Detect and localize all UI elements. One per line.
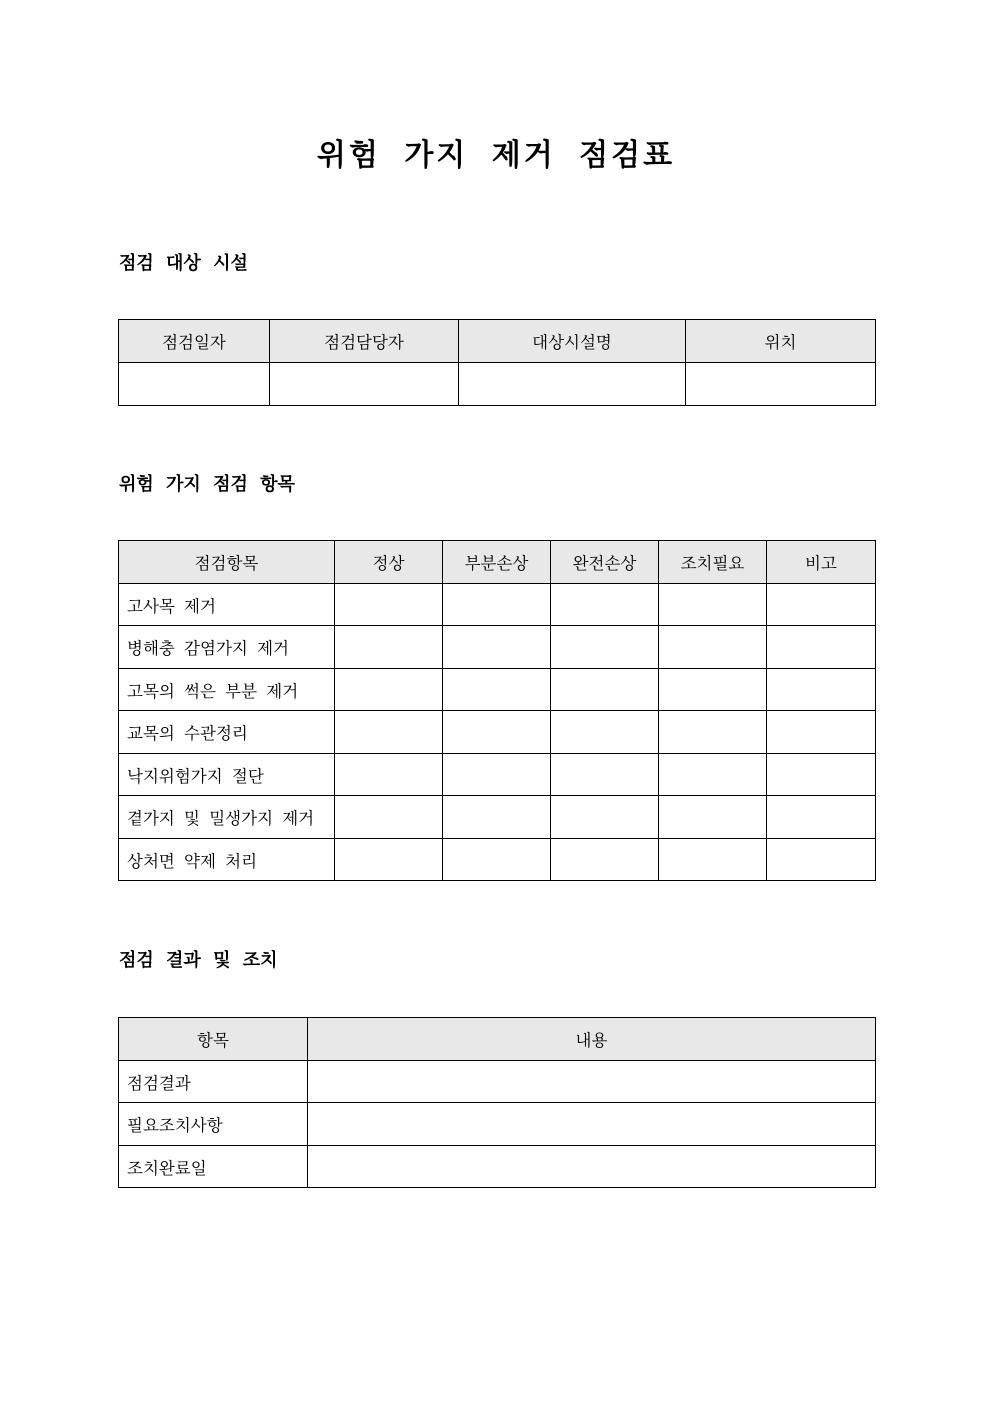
header-check-item: 점검항목 [119, 541, 335, 584]
table-row [119, 584, 876, 626]
check-item-label: 고목의 썩은 부분 제거 [119, 669, 335, 711]
check-item-label: 병해충 감염가지 제거 [119, 626, 335, 669]
result-item-label: 점검결과 [119, 1061, 308, 1103]
action-needed-cell[interactable] [659, 584, 767, 626]
table-row [119, 1146, 876, 1188]
remarks-cell[interactable] [767, 754, 876, 796]
partial-damage-cell[interactable] [443, 584, 551, 626]
header-remarks: 비고 [767, 541, 876, 584]
remarks-cell[interactable] [767, 584, 876, 626]
result-content-field[interactable] [308, 1061, 876, 1103]
action-needed-cell[interactable] [659, 669, 767, 711]
action-needed-cell[interactable] [659, 839, 767, 881]
inspection-date-field[interactable] [119, 363, 270, 406]
partial-damage-cell[interactable] [443, 711, 551, 754]
action-needed-cell[interactable] [659, 754, 767, 796]
partial-damage-cell[interactable] [443, 669, 551, 711]
header-partial-damage: 부분손상 [443, 541, 551, 584]
check-item-label: 교목의 수관정리 [119, 711, 335, 754]
check-item-label: 상처면 약제 처리 [119, 839, 335, 881]
remarks-cell[interactable] [767, 669, 876, 711]
normal-cell[interactable] [335, 669, 443, 711]
table-row [119, 839, 876, 881]
action-needed-cell[interactable] [659, 711, 767, 754]
total-damage-cell[interactable] [551, 669, 659, 711]
result-item-label: 조치완료일 [119, 1146, 308, 1188]
partial-damage-cell[interactable] [443, 839, 551, 881]
partial-damage-cell[interactable] [443, 796, 551, 839]
check-item-label: 고사목 제거 [119, 584, 335, 626]
total-damage-cell[interactable] [551, 796, 659, 839]
document-title: 위험 가지 제거 점검표 [316, 138, 676, 173]
inspection-items-table [118, 540, 876, 881]
table-row [119, 1061, 876, 1103]
remarks-cell[interactable] [767, 711, 876, 754]
header-inspector: 점검담당자 [270, 320, 459, 363]
facility-table [118, 319, 876, 406]
total-damage-cell[interactable] [551, 839, 659, 881]
action-needed-cell[interactable] [659, 626, 767, 669]
normal-cell[interactable] [335, 796, 443, 839]
partial-damage-cell[interactable] [443, 626, 551, 669]
header-action-needed: 조치필요 [659, 541, 767, 584]
table-row [119, 754, 876, 796]
result-content-field[interactable] [308, 1146, 876, 1188]
normal-cell[interactable] [335, 711, 443, 754]
result-content-field[interactable] [308, 1103, 876, 1146]
table-row [119, 796, 876, 839]
remarks-cell[interactable] [767, 796, 876, 839]
normal-cell[interactable] [335, 626, 443, 669]
action-needed-cell[interactable] [659, 796, 767, 839]
table-row [119, 626, 876, 669]
partial-damage-cell[interactable] [443, 754, 551, 796]
facility-name-field[interactable] [459, 363, 686, 406]
inspector-field[interactable] [270, 363, 459, 406]
section-heading-result: 점검 결과 및 조치 [119, 950, 278, 971]
remarks-cell[interactable] [767, 626, 876, 669]
check-item-label: 곁가지 및 밀생가지 제거 [119, 796, 335, 839]
location-field[interactable] [686, 363, 876, 406]
header-inspection-date: 점검일자 [119, 320, 270, 363]
header-item: 항목 [119, 1018, 308, 1061]
normal-cell[interactable] [335, 584, 443, 626]
total-damage-cell[interactable] [551, 711, 659, 754]
table-row [119, 711, 876, 754]
normal-cell[interactable] [335, 839, 443, 881]
header-facility-name: 대상시설명 [459, 320, 686, 363]
normal-cell[interactable] [335, 754, 443, 796]
table-row [119, 669, 876, 711]
total-damage-cell[interactable] [551, 626, 659, 669]
total-damage-cell[interactable] [551, 754, 659, 796]
result-item-label: 필요조치사항 [119, 1103, 308, 1146]
section-heading-items: 위험 가지 점검 항목 [119, 474, 295, 495]
section-heading-facility: 점검 대상 시설 [119, 253, 248, 274]
table-row [119, 1103, 876, 1146]
check-item-label: 낙지위험가지 절단 [119, 754, 335, 796]
remarks-cell[interactable] [767, 839, 876, 881]
total-damage-cell[interactable] [551, 584, 659, 626]
header-content: 내용 [308, 1018, 876, 1061]
header-normal: 정상 [335, 541, 443, 584]
header-location: 위치 [686, 320, 876, 363]
result-table [118, 1017, 876, 1188]
header-total-damage: 완전손상 [551, 541, 659, 584]
